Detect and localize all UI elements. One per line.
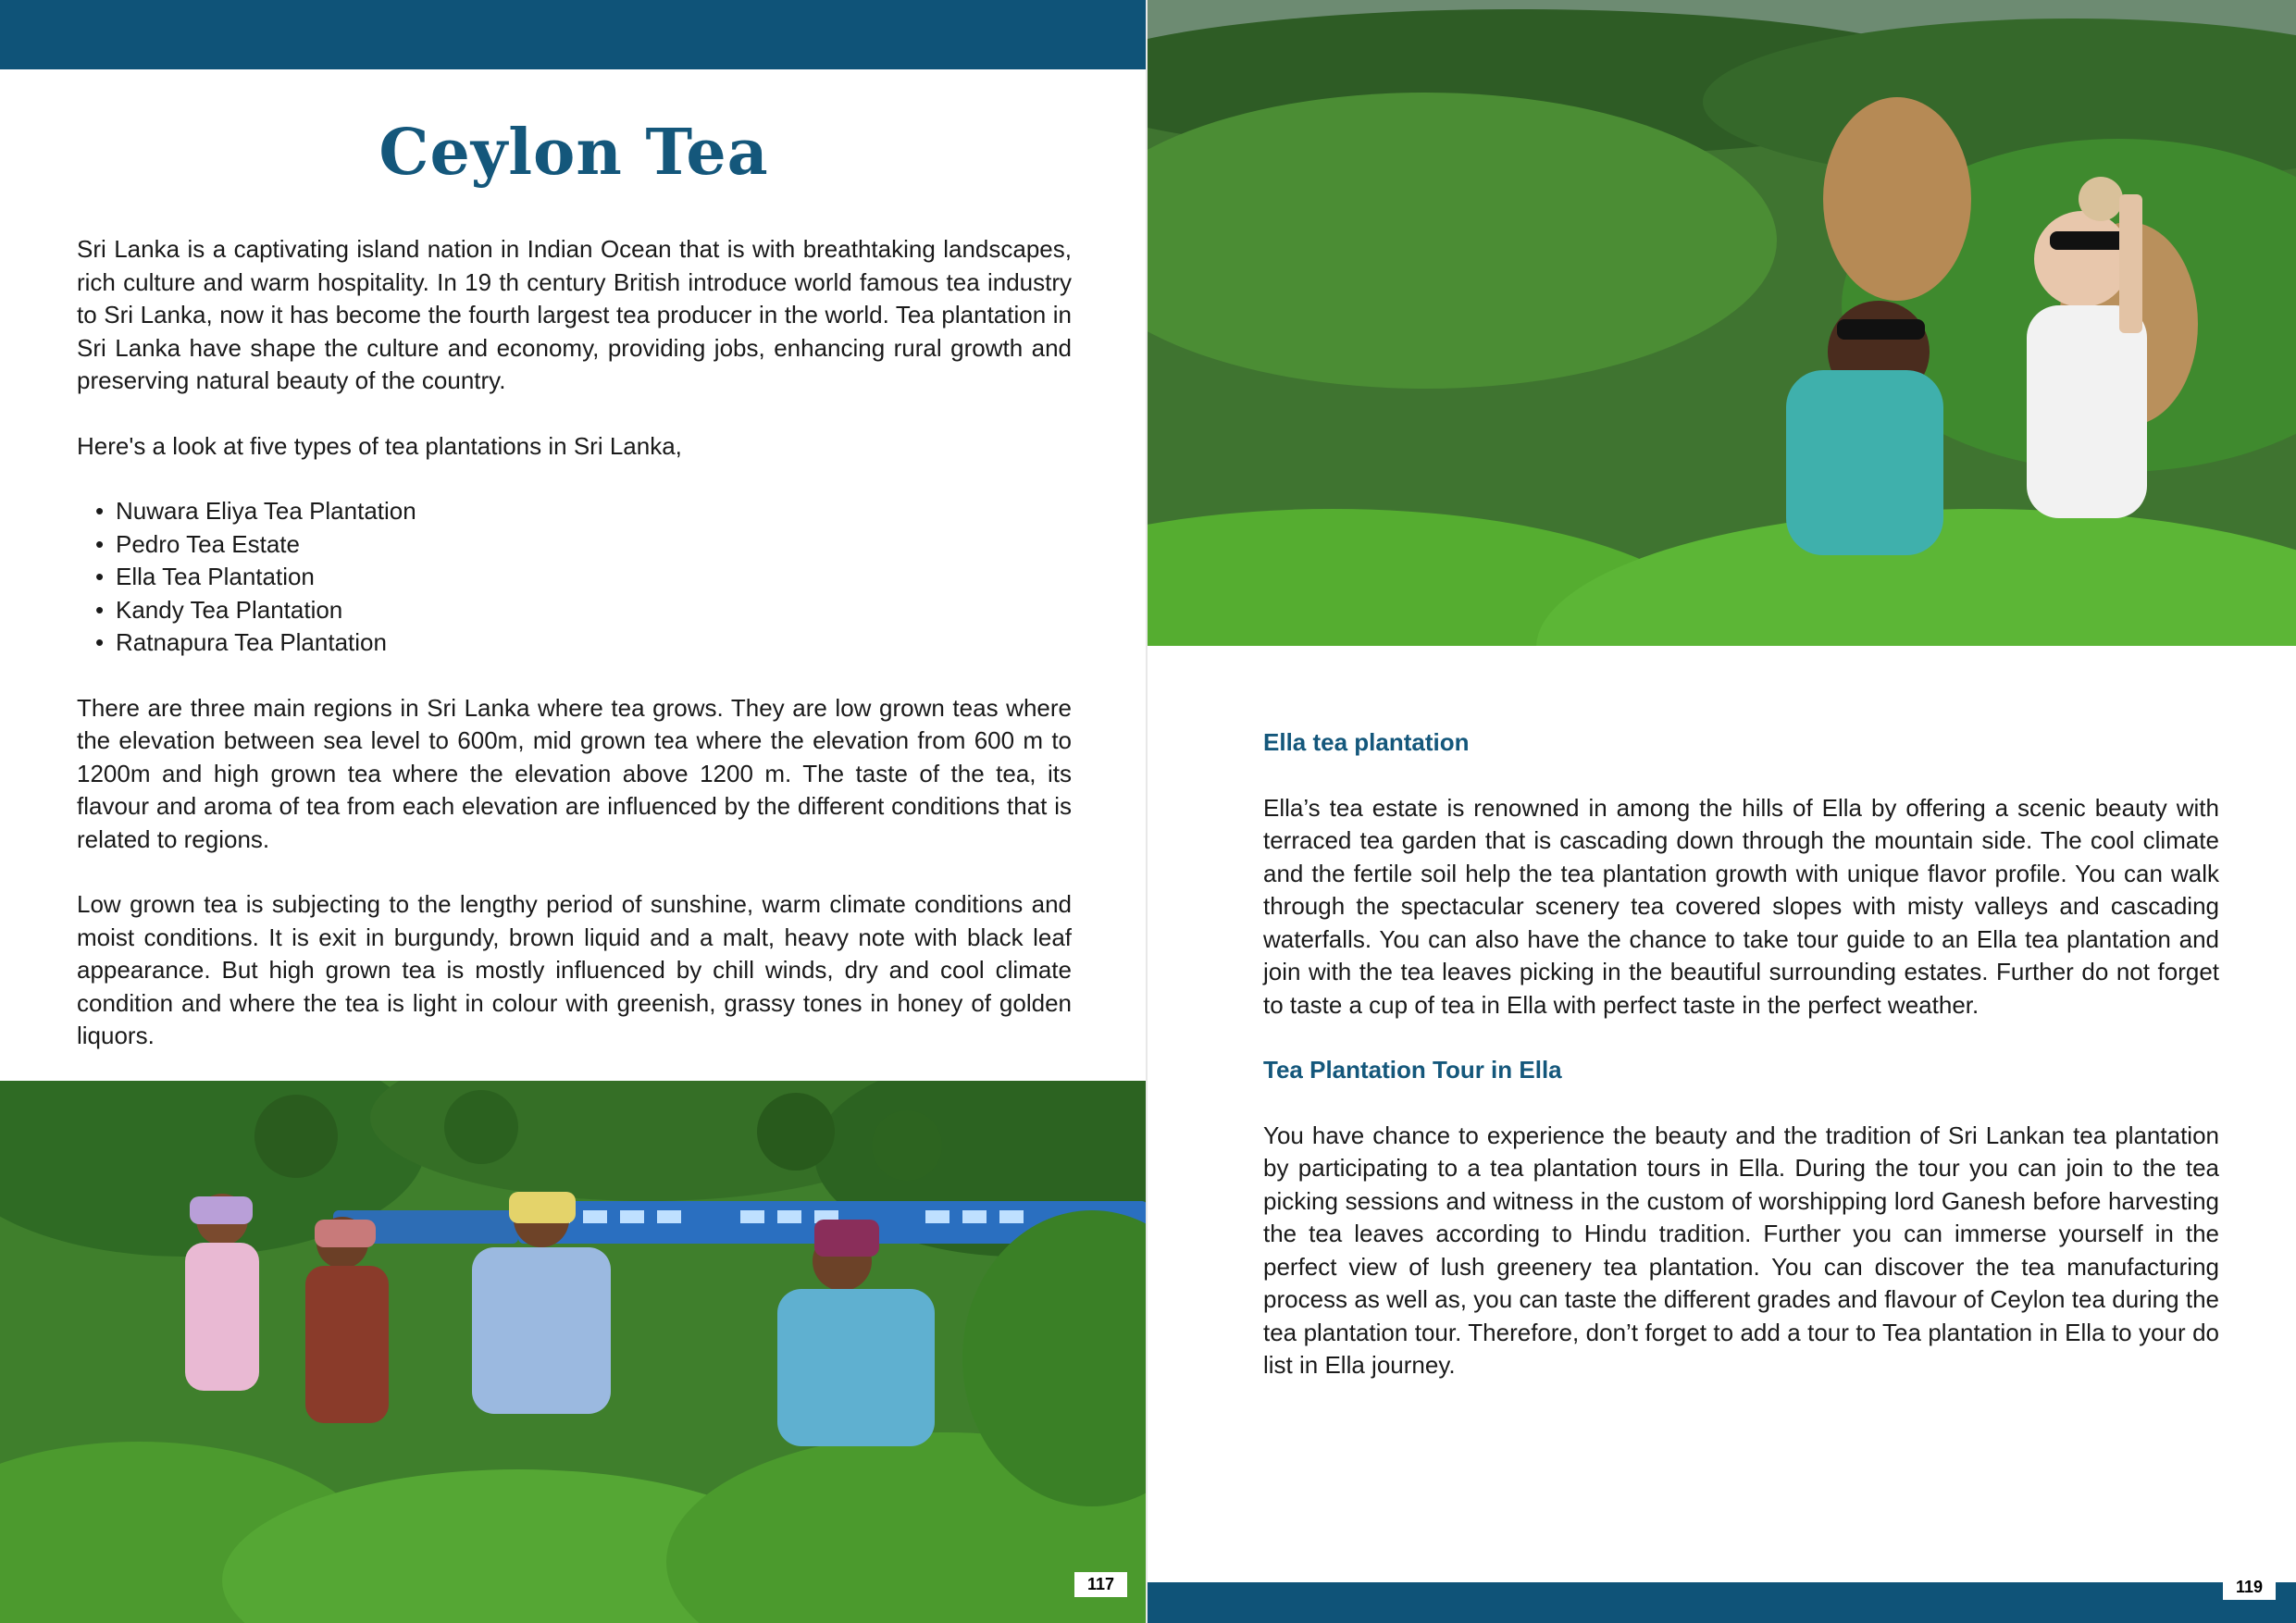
right-page bbox=[1148, 0, 2296, 1623]
intro-paragraph: Sri Lanka is a captivating island nation in Indian Ocean that is with breathtaking landscapes, rich culture and warm hospitality. In 19 th century British introduce world famous tea industry to Sri Lanka, now it has become the fourth largest tea producer in the world. Tea plantation in Sri Lanka have shape the culture and economy, providing jobs, enhancing rural growth and preserving natural beauty of the country. bbox=[77, 235, 1072, 394]
plantation-list bbox=[95, 495, 1072, 660]
low-grown-paragraph: Low grown tea is subjecting to the lengthy period of sunshine, warm climate conditions and moist conditions. It is exit in burgundy, brown liquid and a malt, heavy note with black leaf appearance. But high grown tea is mostly influenced by chill winds, dry and cool climate condition and where the tea is light in colour with greenish, grassy tones in honey of golden liquors. bbox=[77, 890, 1072, 1049]
tea-pickers-photo bbox=[0, 1081, 1148, 1623]
list-item: • Ratnapura Tea Plantation bbox=[95, 626, 1072, 660]
tea-pickers-illustration bbox=[0, 1081, 1148, 1623]
list-item: • Ella Tea Plantation bbox=[95, 561, 1072, 594]
list-item: • Nuwara Eliya Tea Plantation bbox=[95, 495, 1072, 528]
regions-paragraph: There are three main regions in Sri Lanka where tea grows. They are low grown teas where the elevation between sea level to 600m, mid grown tea where the elevation from 600 m to 1200m and high grown tea where the elevation above 1200 m. The taste of the tea, its flavour and aroma of tea from each elevation are influenced by the different conditions that is related to regions. bbox=[77, 693, 1072, 853]
ella-paragraph: Ella’s tea estate is renowned in among the hills of Ella by offering a scenic beauty with terraced tea garden that is cascading down through the mountain side. The cool climate and the fertile soil help the tea plantation growth with unique flavor profile. You can walk through the spectacular scenery tea covered slopes with misty valleys and cascading waterfalls. You can also have the chance to take tour guide to an Ella tea plantation and join with the tea leaves picking in the beautiful surrounding estates. Further do not forget to taste a cup of tea in Ella with perfect taste in the perfect weather. bbox=[1263, 793, 2219, 1019]
page-title: Ceylon Tea bbox=[379, 116, 769, 190]
tour-heading: Tea Plantation Tour in Ella bbox=[1263, 1056, 1562, 1084]
ella-heading: Ella tea plantation bbox=[1263, 728, 1470, 756]
page-number-left: 117 bbox=[1074, 1572, 1127, 1597]
right-body-text bbox=[1263, 726, 2219, 1415]
top-color-bar bbox=[0, 0, 1148, 69]
tourists-picking-photo bbox=[1148, 0, 2296, 646]
left-body-text bbox=[77, 233, 1072, 1085]
tourists-illustration bbox=[1148, 0, 2296, 646]
list-intro: Here's a look at five types of tea plantations in Sri Lanka, bbox=[77, 431, 682, 460]
page-number-right: 119 bbox=[2223, 1575, 2276, 1600]
list-item: • Pedro Tea Estate bbox=[95, 528, 1072, 562]
bottom-color-bar bbox=[1148, 1582, 2296, 1623]
list-item: • Kandy Tea Plantation bbox=[95, 594, 1072, 627]
tour-paragraph: You have chance to experience the beauty and the tradition of Sri Lankan tea plantation by participating to a tea plantation tours in Ella. During the tour you can join to the tea picking sessions and witness in the custom of worshipping lord Ganesh before harvesting the tea leaves according to Hindu tradition. Further you can immerse yourself in the perfect view of lush greenery tea plantation. You can discover the tea manufacturing process as well as, you can taste the different grades and flavour of Ceylon tea during the tea plantation tour. Therefore, don’t forget to add a tour to Tea plantation in Ella to your do list in Ella journey. bbox=[1263, 1121, 2219, 1379]
